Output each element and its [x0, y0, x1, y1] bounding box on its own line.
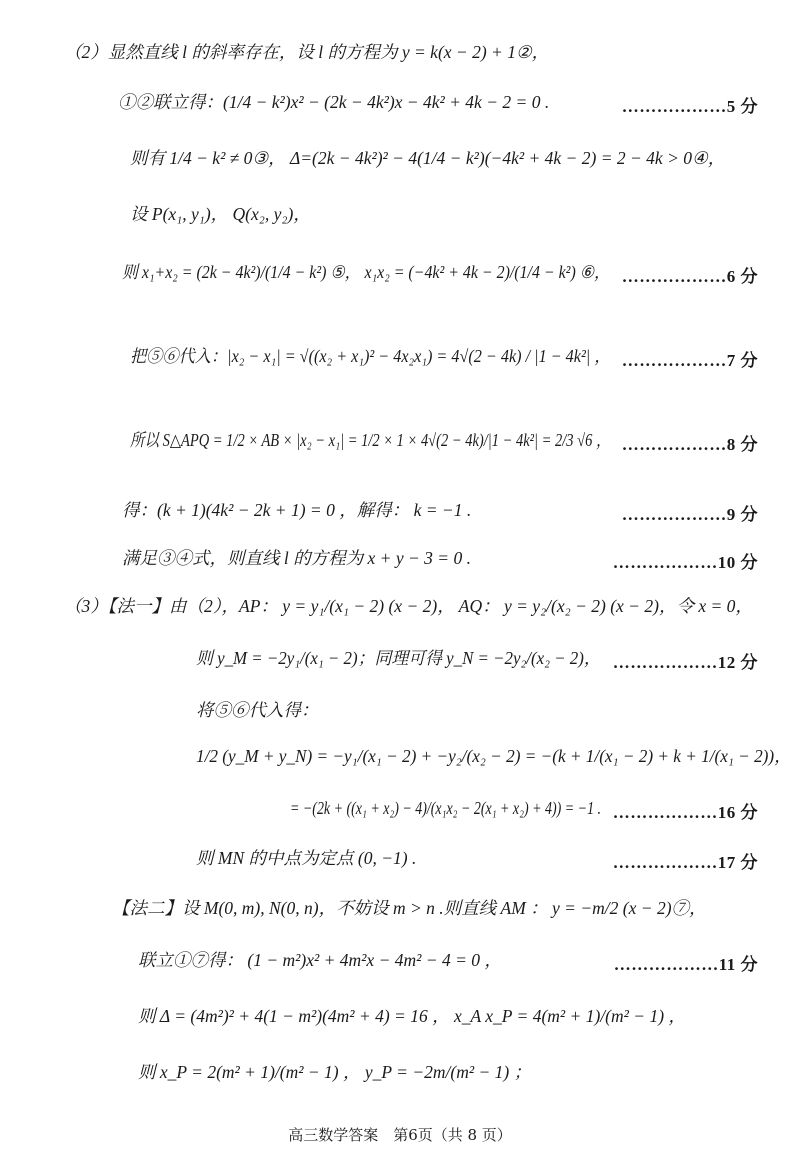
part3-method1-line1: 则 y_M = −2y₁/(x₁ − 2)；同理可得 y_N = −2y₂/(x₂ − 2)， [196, 648, 601, 668]
part3-method1-line2: 将⑤⑥代入得： [196, 700, 319, 720]
part2-step3: 设 P(x₁, y₁)， Q(x₂, y₂)， [130, 204, 311, 224]
part2-step6: 所以 S△APQ = 1/2 × AB × |x₂ − x₁| = 1/2 × 1 × 4√(2 − 4k)/|1 − 4k²| = 2/3 √6 ， [130, 430, 611, 450]
part3-method2-line1: 联立①⑦得： (1 − m²)x² + 4m²x − 4m² − 4 = 0 ， [138, 950, 502, 970]
part2-step2: 则有 1/4 − k² ≠ 0③， Δ=(2k − 4k²)² − 4(1/4 − k²)(−4k² + 4k − 2) = 2 − 4k > 0④， [130, 148, 726, 168]
part2-step1: ①②联立得：(1/4 − k²)x² − (2k − 4k²)x − 4k² + 4k − 2 = 0 . [118, 92, 550, 112]
score-6: ………………6 分 [621, 267, 758, 286]
score-8: ………………8 分 [621, 435, 758, 454]
score-7: ………………7 分 [621, 351, 758, 370]
score-10: ………………10 分 [612, 553, 758, 572]
part2-step7: 得：(k + 1)(4k² − 2k + 1) = 0 ，解得： k = −1 . [122, 500, 472, 520]
score-5: ………………5 分 [621, 97, 758, 116]
score-16: ………………16 分 [612, 803, 758, 822]
part2-step8: 满足③④式，则直线 l 的方程为 x + y − 3 = 0 . [122, 548, 471, 568]
part3-method2-line2: 则 Δ = (4m²)² + 4(1 − m²)(4m² + 4) = 16 ， x_A x_P = 4(m² + 1)/(m² − 1) ， [138, 1006, 686, 1026]
score-11: ………………11 分 [613, 955, 758, 974]
part3-method1-line3: 1/2 (y_M + y_N) = −y₁/(x₁ − 2) + −y₂/(x₂ − 2) = −(k + 1/(x₁ − 2) + k + 1/(x₁ − 2))， [196, 746, 792, 766]
part2-step4: 则 x₁+x₂ = (2k − 4k²)/(1/4 − k²) ⑤， x₁x₂ = (−4k² + 4k − 2)/(1/4 − k²) ⑥， [122, 262, 610, 282]
score-17: ………………17 分 [612, 853, 758, 872]
part3-method1-line4: = −(2k + ((x₁ + x₂) − 4)/(x₁x₂ − 2(x₁ + x₂) + 4)) = −1 . [290, 798, 602, 818]
part3-method2-heading: 【法二】设 M(0, m), N(0, n)，不妨设 m > n .则直线 AM ： y = −m/2 (x − 2)⑦， [112, 898, 707, 918]
part2-heading: （2）显然直线 l 的斜率存在，设 l 的方程为 y = k(x − 2) + 1②， [64, 42, 550, 62]
part3-method2-line3: 则 x_P = 2(m² + 1)/(m² − 1) ， y_P = −2m/(m² − 1) ； [138, 1062, 532, 1082]
part3-heading: （3）【法一】由（2），AP： y = y₁/(x₁ − 2) (x − 2)， AQ： y = y₂/(x₂ − 2) (x − 2)，令 x = 0， [64, 596, 753, 616]
part3-method1-line5: 则 MN 的中点为定点 (0, −1) . [196, 848, 417, 868]
page-footer: 高三数学答案 第6页（共 8 页） [288, 1126, 512, 1144]
part2-step5: 把⑤⑥代入：|x₂ − x₁| = √((x₂ + x₁)² − 4x₂x₁) = 4√(2 − 4k) / |1 − 4k²| ， [130, 346, 611, 366]
score-9: ………………9 分 [621, 505, 758, 524]
score-12: ………………12 分 [612, 653, 758, 672]
